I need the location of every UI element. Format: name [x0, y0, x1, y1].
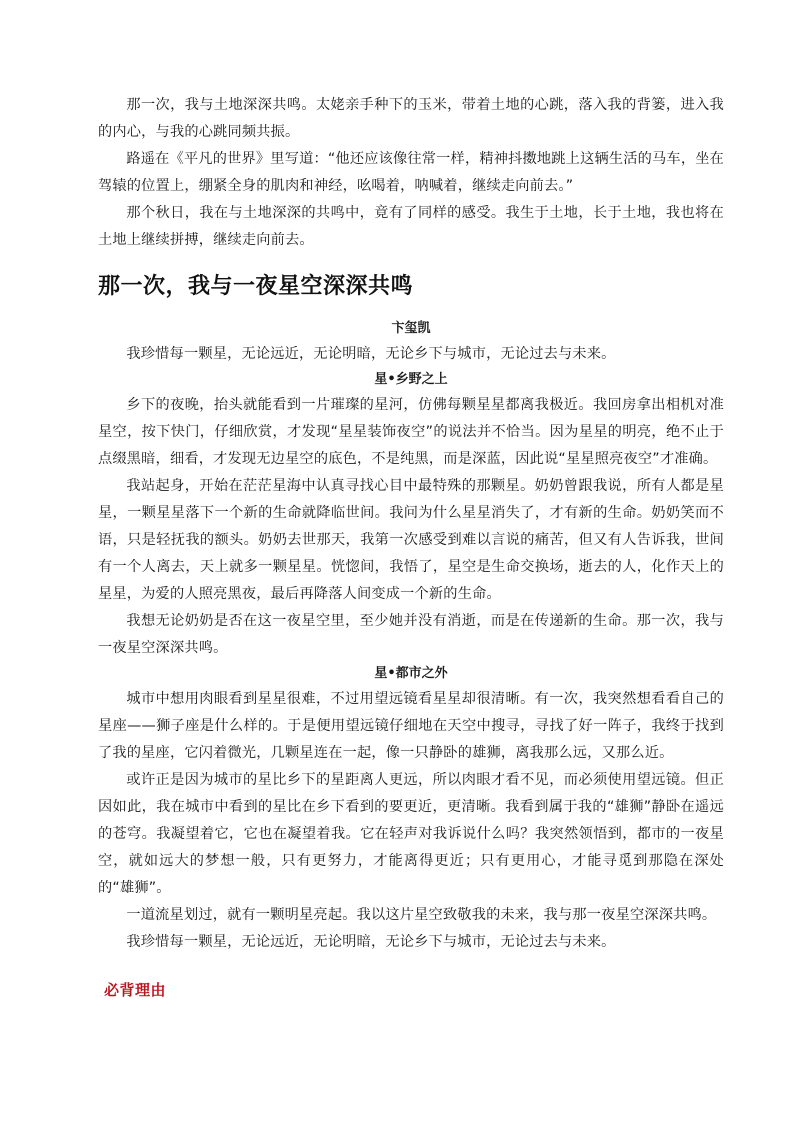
essay-opening: 我珍惜每一颗星，无论远近，无论明暗，无论乡下与城市，无论过去与未来。	[126, 346, 616, 362]
section2-paragraph-2: 或许正是因为城市的星比乡下的星距离人更远，所以肉眼才看不见，而必须使用望远镜。但正因如此，我在城市中看到的星比在乡下看到的要更近，更清晰。我看到属于我的“雄狮”静卧在遥远的苍穹。我凝望着它，它也在凝望着我。它在轻声对我诉说什么吗？我突然领悟到，都市的一夜星空，就如远大的梦想一般，只有更努力，才能离得更近；只有更用心，才能寻觅到那隐在深处的“雄狮”。	[98, 772, 724, 896]
section2-paragraph-1: 城市中想用肉眼看到星星很难，不过用望远镜看星星却很清晰。有一次，我突然想看看自己的星座——狮子座是什么样的。于是便用望远镜仔细地在天空中搜寻，寻找了好一阵子，我终于找到了我的星座，它闪着微光，几颗星连在一起，像一只静卧的雄狮，离我那么远，又那么近。	[98, 691, 724, 761]
section1-paragraph-3: 我想无论奶奶是否在这一夜星空里，至少她并没有消逝，而是在传递新的生命。那一次，我与一夜星空深深共鸣。	[98, 613, 724, 656]
document-body	[98, 92, 724, 956]
must-recite-reason-label: 必背理由	[104, 981, 167, 999]
section2-paragraph-4: 我珍惜每一颗星，无论远近，无论明暗，无论乡下与城市，无论过去与未来。	[126, 934, 616, 950]
section-heading-countryside: 星•乡野之上	[374, 372, 448, 387]
section2-paragraph-3: 一道流星划过，就有一颗明星亮起。我以这片星空致敬我的未来，我与那一夜星空深深共鸣。	[126, 907, 717, 923]
essay-author: 卞玺凯	[391, 321, 431, 336]
essay-title: 那一次，我与一夜星空深深共鸣	[98, 274, 414, 299]
intro-paragraph-3: 那个秋日，我在与土地深深的共鸣中，竟有了同样的感受。我生于土地，长于土地，我也将在土地上继续拼搏，继续走向前去。	[98, 205, 724, 248]
section1-paragraph-1: 乡下的夜晚，抬头就能看到一片璀璨的星河，仿佛每颗星星都离我极近。我回房拿出相机对准星空，按下快门，仔细欣赏，才发现“星星装饰夜空”的说法并不恰当。因为星星的明亮，绝不止于点缀黑暗，细看，才发现无边星空的底色，不是纯黑，而是深蓝，因此说“星星照亮夜空”才准确。	[98, 397, 724, 467]
section-heading-city: 星•都市之外	[374, 666, 448, 681]
intro-paragraph-1: 那一次，我与土地深深共鸣。太姥亲手种下的玉米，带着土地的心跳，落入我的背篓，进入我的内心，与我的心跳同频共振。	[98, 97, 724, 140]
intro-paragraph-2: 路遥在《平凡的世界》里写道：“他还应该像往常一样，精神抖擞地跳上这辆生活的马车，坐在驾辕的位置上，绷紧全身的肌肉和神经，吆喝着，呐喊着，继续走向前去。”	[98, 151, 724, 194]
section1-paragraph-2: 我站起身，开始在茫茫星海中认真寻找心目中最特殊的那颗星。奶奶曾跟我说，所有人都是星星，一颗星星落下一个新的生命就降临世间。我问为什么星星消失了，才有新的生命。奶奶笑而不语，只是轻抚我的额头。奶奶去世那天，我第一次感受到难以言说的痛苦，但又有人告诉我，世间有一个人离去，天上就多一颗星星。恍惚间，我悟了，星空是生命交换场，逝去的人，化作天上的星星，为爱的人照亮黑夜，最后再降落人间变成一个新的生命。	[98, 478, 724, 602]
